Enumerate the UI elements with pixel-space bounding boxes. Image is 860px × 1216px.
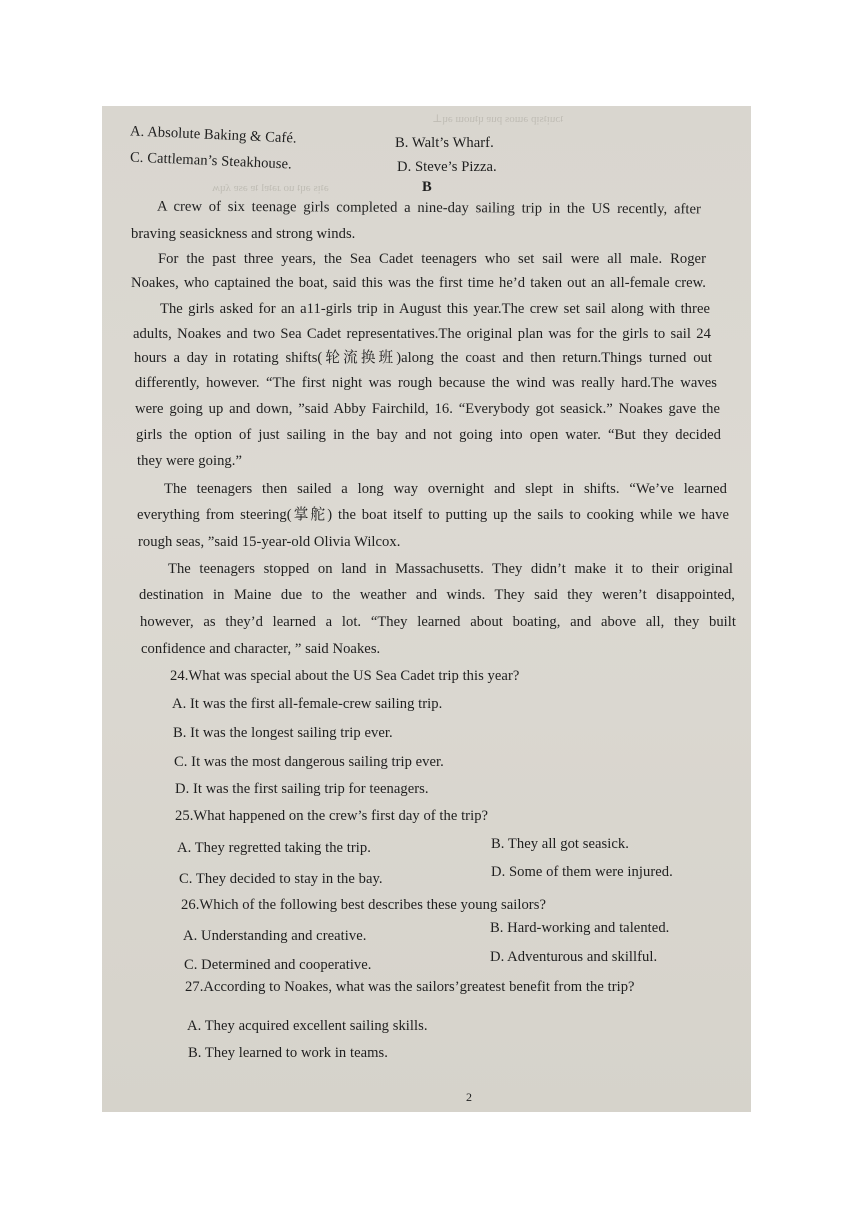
passage-line: hours a day in rotating shifts(轮流换班)along the coast and then return.Things turned out [134, 350, 712, 366]
question-26-option-b: B. Hard-working and talented. [490, 920, 670, 936]
passage-line: differently, however. “The first night was rough because the wind was really hard.The waves [135, 375, 717, 391]
passage-line: were going up and down, ”said Abby Fairchild, 16. “Everybody got seasick.” Noakes gave the [135, 401, 720, 417]
question-25-option-a: A. They regretted taking the trip. [177, 840, 371, 856]
passage-line: destination in Maine due to the weather and winds. They said they weren’t disappointed, [139, 587, 735, 603]
question-24-option-c: C. It was the most dangerous sailing trip ever. [174, 754, 444, 770]
show-through-text: ǝʇᴉs ǝɥʇ uo ɹǝʇɐl ʇɐ ǝsɐ ʎɥʍ [212, 182, 329, 194]
passage-line: however, as they’d learned a lot. “They learned about boating, and above all, they built [140, 614, 736, 630]
question-25-option-d: D. Some of them were injured. [491, 864, 673, 880]
option-prev-c: C. Cattleman’s Steakhouse. [129, 149, 293, 173]
passage-line: The teenagers stopped on land in Massachusetts. They didn’t make it to their original [168, 561, 733, 577]
option-prev-d: D. Steve’s Pizza. [397, 159, 497, 175]
question-27-stem: 27.According to Noakes, what was the sailors’greatest benefit from the trip? [185, 979, 635, 995]
exam-page-photo [102, 106, 751, 1112]
passage-line: A crew of six teenage girls completed a nine-day sailing trip in the US recently, after [156, 198, 702, 218]
passage-line: rough seas, ”said 15-year-old Olivia Wilcox. [138, 534, 401, 550]
question-24-option-a: A. It was the first all-female-crew sailing trip. [172, 696, 443, 712]
show-through-text: ʇɔuᴉʇsᴉp ǝɯos puɐ ɥʇuoɯ ǝɥ⊥ [432, 113, 564, 125]
passage-line: girls the option of just sailing in the bay and not going into open water. “But they decided [136, 427, 721, 443]
passage-line: they were going.” [137, 453, 242, 469]
question-27-option-b: B. They learned to work in teams. [188, 1045, 388, 1061]
passage-line: adults, Noakes and two Sea Cadet representatives.The original plan was for the girls to sail 24 [133, 326, 711, 342]
question-24-option-b: B. It was the longest sailing trip ever. [173, 725, 393, 741]
question-26-stem: 26.Which of the following best describes these young sailors? [181, 897, 546, 913]
question-26-option-d: D. Adventurous and skillful. [490, 949, 658, 965]
passage-line: The girls asked for an a11-girls trip in August this year.The crew set sail along with three [160, 301, 710, 317]
passage-line: everything from steering(掌舵) the boat itself to putting up the sails to cooking while we have [137, 507, 729, 523]
passage-line: confidence and character, ” said Noakes. [141, 641, 381, 657]
passage-line: braving seasickness and strong winds. [131, 226, 356, 242]
option-prev-a: A. Absolute Baking & Café. [129, 123, 297, 147]
page-number: 2 [466, 1090, 473, 1104]
option-prev-b: B. Walt’s Wharf. [395, 135, 494, 151]
passage-line: The teenagers then sailed a long way overnight and slept in shifts. “We’ve learned [164, 481, 727, 497]
question-24-option-d: D. It was the first sailing trip for teenagers. [175, 781, 429, 797]
question-25-stem: 25.What happened on the crew’s first day of the trip? [175, 808, 489, 824]
question-25-option-c: C. They decided to stay in the bay. [179, 871, 383, 887]
section-title: B [422, 179, 432, 195]
question-27-option-a: A. They acquired excellent sailing skills. [187, 1018, 428, 1034]
question-24-stem: 24.What was special about the US Sea Cadet trip this year? [170, 668, 520, 684]
question-26-option-c: C. Determined and cooperative. [184, 957, 372, 973]
passage-line: Noakes, who captained the boat, said this was the first time he’d taken out an all-female crew. [131, 275, 706, 291]
question-26-option-a: A. Understanding and creative. [183, 928, 367, 944]
passage-line: For the past three years, the Sea Cadet teenagers who set sail were all male. Roger [158, 251, 706, 267]
question-25-option-b: B. They all got seasick. [491, 836, 629, 852]
